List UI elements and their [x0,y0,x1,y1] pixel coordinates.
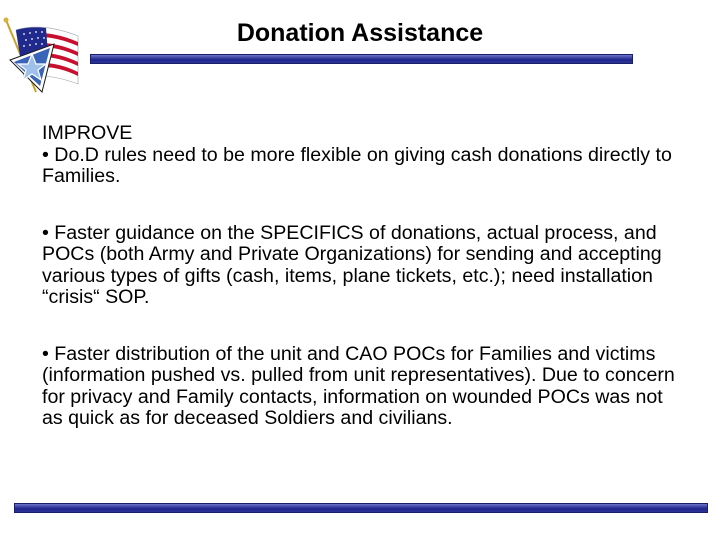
slide-body [42,123,682,430]
bullet-2: • Faster guidance on the SPECIFICS of donations, actual process, and POCs (both Army and Private Organizations) for sending and accepting various types of gifts (cash, items, plane tickets, etc.); need installation “crisis“ SOP. [42,221,662,308]
slide-title: Donation Assistance [236,19,484,47]
bullet-3: • Faster distribution of the unit and CAO POCs for Families and victims (information pushed vs. pulled from unit representatives). Due to concern for privacy and Family contacts, information on wounded POCs was not as quick as for deceased Soldiers and civilians. [42,342,675,429]
title-underline-bar [90,54,633,64]
footer-bar [14,503,708,513]
army-star-flag-icon [2,14,84,96]
section-heading: IMPROVE [42,122,133,144]
bullet-1: • Do.D rules need to be more flexible on giving cash donations directly to Families. [42,143,672,187]
body-block-1 [42,123,682,188]
